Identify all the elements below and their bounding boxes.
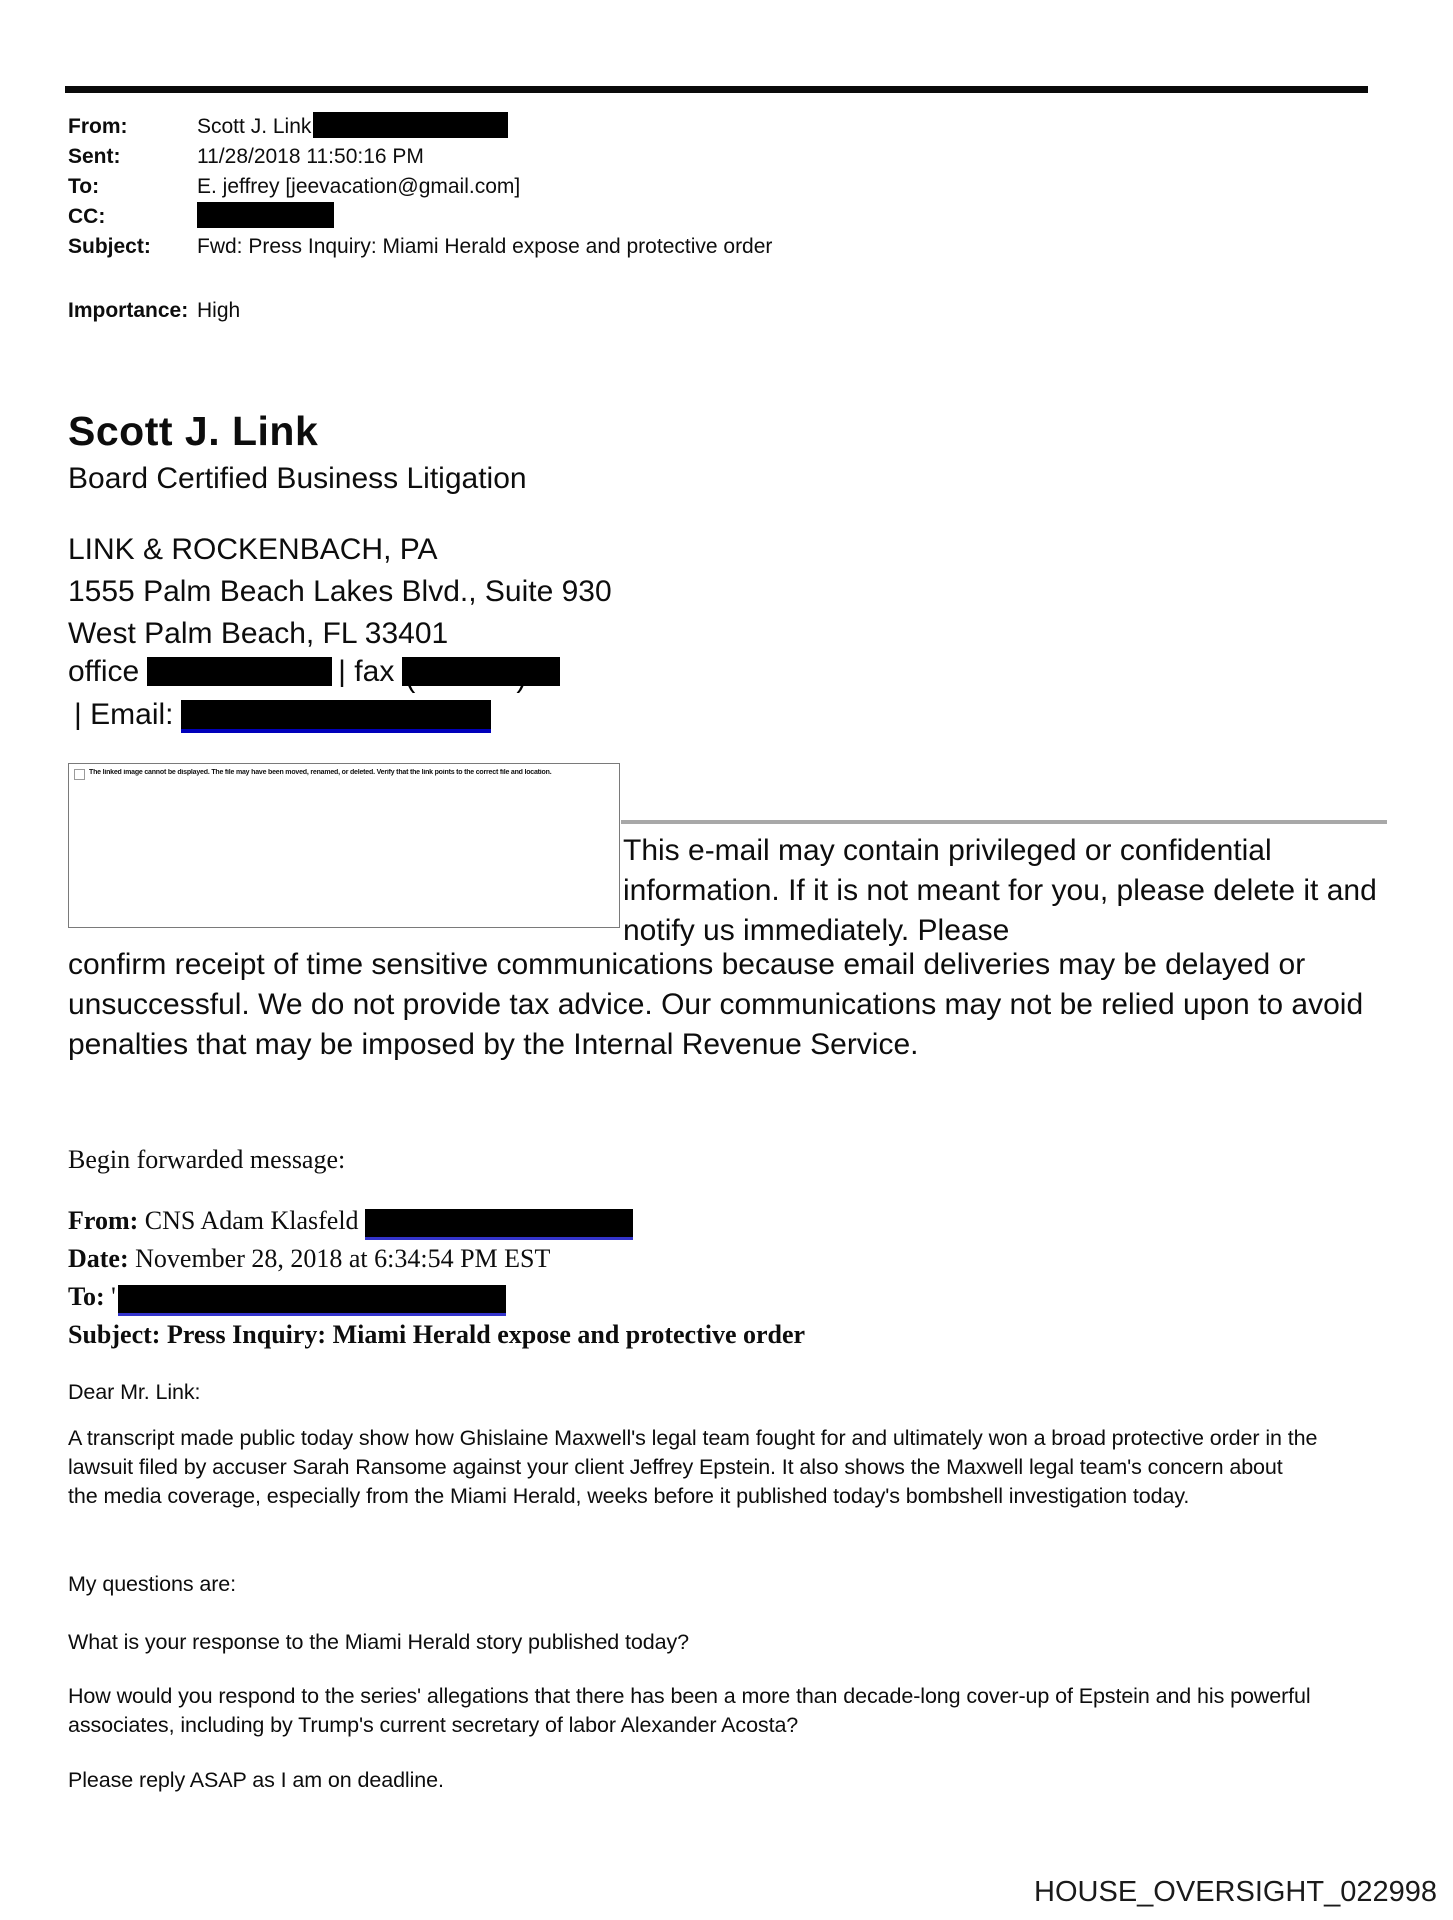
redaction-bar xyxy=(197,202,334,228)
from-value: Scott J. Link xyxy=(197,112,508,142)
redaction-bar xyxy=(181,700,491,733)
body-paragraph: A transcript made public today show how Ghislaine Maxwell's legal team fought for and ultimately won a broad protective order in the lawsuit filed by accuser Sarah Ransome against your client Jeffrey Epstein. It also shows the Maxwell legal team's concern about the media coverage, especially from the Miami Herald, weeks before it published today's bombshell investigation today. xyxy=(68,1426,1318,1508)
fax-paren-open: ( xyxy=(405,660,416,694)
body-salutation: Dear Mr. Link: xyxy=(68,1380,201,1404)
forwarded-to-label: To: xyxy=(68,1282,105,1311)
forwarded-from-value: CNS Adam Klasfeld xyxy=(138,1206,359,1235)
disclaimer-text-below-image: confirm receipt of time sensitive communications because email deliveries may be delayed or unsuccessful. We do not provide tax advice. Our communications may not be relied upon to avoid penalties that may be imposed by the Internal Revenue Service. xyxy=(68,948,1364,1061)
forwarded-from-line xyxy=(68,1202,633,1240)
cc-value xyxy=(197,202,334,232)
fax-label: | fax xyxy=(338,655,395,688)
signature-email-line xyxy=(74,698,491,733)
body-question-2: How would you respond to the series' allegations that there has been a more than decade-long cover-up of Epstein and his powerful associates, including by Trump's current secretary of labor Alexander Acosta? xyxy=(68,1684,1311,1737)
linked-image-placeholder xyxy=(68,763,620,928)
sent-label: Sent: xyxy=(68,145,121,168)
broken-image-icon xyxy=(74,769,85,780)
redaction-bar xyxy=(402,657,560,694)
forwarded-to-line xyxy=(68,1278,506,1316)
email-label: | Email: xyxy=(74,698,174,731)
redaction-bar xyxy=(365,1209,633,1240)
signature-address-line1: 1555 Palm Beach Lakes Blvd., Suite 930 xyxy=(68,575,612,608)
signature-name: Scott J. Link xyxy=(68,408,319,454)
forwarded-date-label: Date: xyxy=(68,1244,129,1273)
body-closing: Please reply ASAP as I am on deadline. xyxy=(68,1768,444,1792)
bates-number: HOUSE_OVERSIGHT_022998 xyxy=(1034,1876,1437,1908)
signature-title: Board Certified Business Litigation xyxy=(68,462,527,495)
body-question-1: What is your response to the Miami Herald story published today? xyxy=(68,1630,689,1654)
office-label: office xyxy=(68,655,140,688)
header-row-from xyxy=(68,112,772,142)
signature-phone-line xyxy=(68,655,560,694)
redaction-bar xyxy=(147,657,332,686)
top-divider-rule xyxy=(65,86,1368,93)
header-row-to xyxy=(68,172,772,202)
subject-label: Subject: xyxy=(68,235,151,258)
signature-address-line2: West Palm Beach, FL 33401 xyxy=(68,617,449,650)
header-row-cc xyxy=(68,202,772,232)
to-label: To: xyxy=(68,175,100,198)
redaction-bar xyxy=(118,1285,506,1316)
body-questions-intro: My questions are: xyxy=(68,1572,236,1596)
disclaimer-text-right-of-image: This e-mail may contain privileged or confidential information. If it is not meant for you, please delete it and notify us immediately. Please xyxy=(623,834,1377,947)
to-value: E. jeffrey [jeevacation@gmail.com] xyxy=(197,175,521,198)
header-row-subject xyxy=(68,232,772,262)
signature-firm: LINK & ROCKENBACH, PA xyxy=(68,533,438,566)
broken-image-alt-text: The linked image cannot be displayed. The file may have been moved, renamed, or deleted. Verify that the link points to the correct file and location. xyxy=(89,769,552,776)
importance-label: Importance: xyxy=(68,299,189,322)
forwarded-date-line xyxy=(68,1240,550,1278)
redaction-bar xyxy=(313,112,508,138)
linked-image-placeholder-content xyxy=(74,769,589,780)
from-label: From: xyxy=(68,115,128,138)
header-row-importance xyxy=(68,296,240,326)
header-row-sent xyxy=(68,142,772,172)
importance-value: High xyxy=(197,299,241,322)
disclaimer-divider-rule xyxy=(621,820,1387,824)
subject-value: Fwd: Press Inquiry: Miami Herald expose and protective order xyxy=(197,235,773,258)
forwarded-subject-label: Subject: xyxy=(68,1320,161,1349)
begin-forwarded-label: Begin forwarded message: xyxy=(68,1145,346,1174)
fax-paren-close: ) xyxy=(516,660,527,694)
email-header xyxy=(68,112,772,262)
sent-value: 11/28/2018 11:50:16 PM xyxy=(197,145,424,168)
forwarded-subject-line xyxy=(68,1316,805,1354)
forwarded-subject-value: Press Inquiry: Miami Herald expose and protective order xyxy=(160,1320,806,1349)
forwarded-to-prefix: ' xyxy=(104,1282,116,1311)
forwarded-from-label: From: xyxy=(68,1206,139,1235)
cc-label: CC: xyxy=(68,205,106,228)
forwarded-date-value: November 28, 2018 at 6:34:54 PM EST xyxy=(128,1244,551,1273)
